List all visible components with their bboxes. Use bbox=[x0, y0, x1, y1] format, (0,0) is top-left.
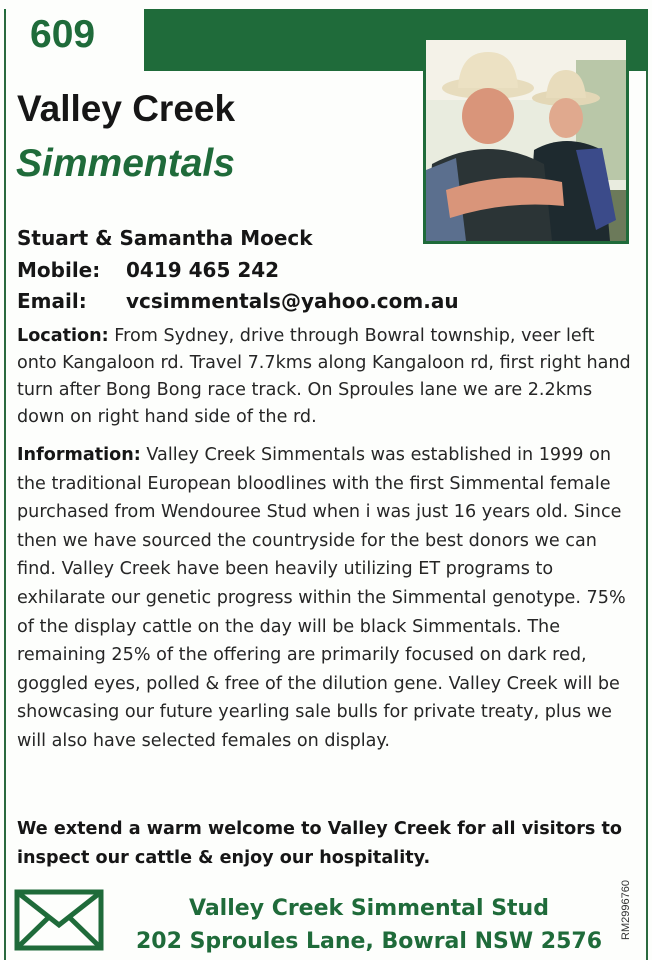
owners-photo bbox=[423, 37, 629, 244]
business-subtitle: Simmentals bbox=[16, 142, 235, 185]
mobile-number[interactable]: 0419 465 242 bbox=[126, 258, 280, 282]
location-label: Location: bbox=[17, 326, 109, 346]
footer-stud-name: Valley Creek Simmental Stud bbox=[189, 896, 549, 921]
photo-illustration bbox=[426, 40, 626, 241]
location-text: From Sydney, drive through Bowral township, veer left onto Kangaloon rd. Travel 7.7kms along Kangaloon rd, first right hand turn after Bong Bong race track. On Sproules lane we are 2.2kms down on right hand side of the rd. bbox=[17, 326, 631, 427]
email-address[interactable]: vcsimmentals@yahoo.com.au bbox=[126, 289, 459, 313]
footer-address: 202 Sproules Lane, Bowral NSW 2576 bbox=[136, 929, 602, 954]
envelope-icon bbox=[14, 889, 104, 951]
location-paragraph bbox=[17, 323, 637, 431]
email-label: Email: bbox=[17, 289, 87, 313]
information-text: Valley Creek Simmentals was established in 1999 on the traditional European bloodlines with the first Simmental female purchased from Wendouree Stud when i was just 16 years old. Since then we have sourced the countryside for the best donors we can find. Valley Creek have been heavily utilizing ET programs to exhilarate our genetic progress within the Simmental genotype. 75% of the display cattle on the day will be black Simmentals. The remaining 25% of the offering are primarily focused on dark red, goggled eyes, polled & free of the dilution gene. Valley Creek will be showcasing our future yearling sale bulls for private treaty, plus we will also have selected females on display. bbox=[17, 445, 626, 751]
business-name: Valley Creek bbox=[17, 88, 236, 129]
reference-code: RM2996760 bbox=[620, 880, 632, 940]
information-label: Information: bbox=[17, 445, 141, 465]
mobile-label: Mobile: bbox=[17, 258, 101, 282]
stand-number: 609 bbox=[30, 13, 96, 56]
welcome-message: We extend a warm welcome to Valley Creek for all visitors to inspect our cattle & enjoy our hospitality. bbox=[17, 819, 622, 868]
information-paragraph bbox=[17, 441, 637, 756]
owners-name: Stuart & Samantha Moeck bbox=[17, 226, 313, 250]
